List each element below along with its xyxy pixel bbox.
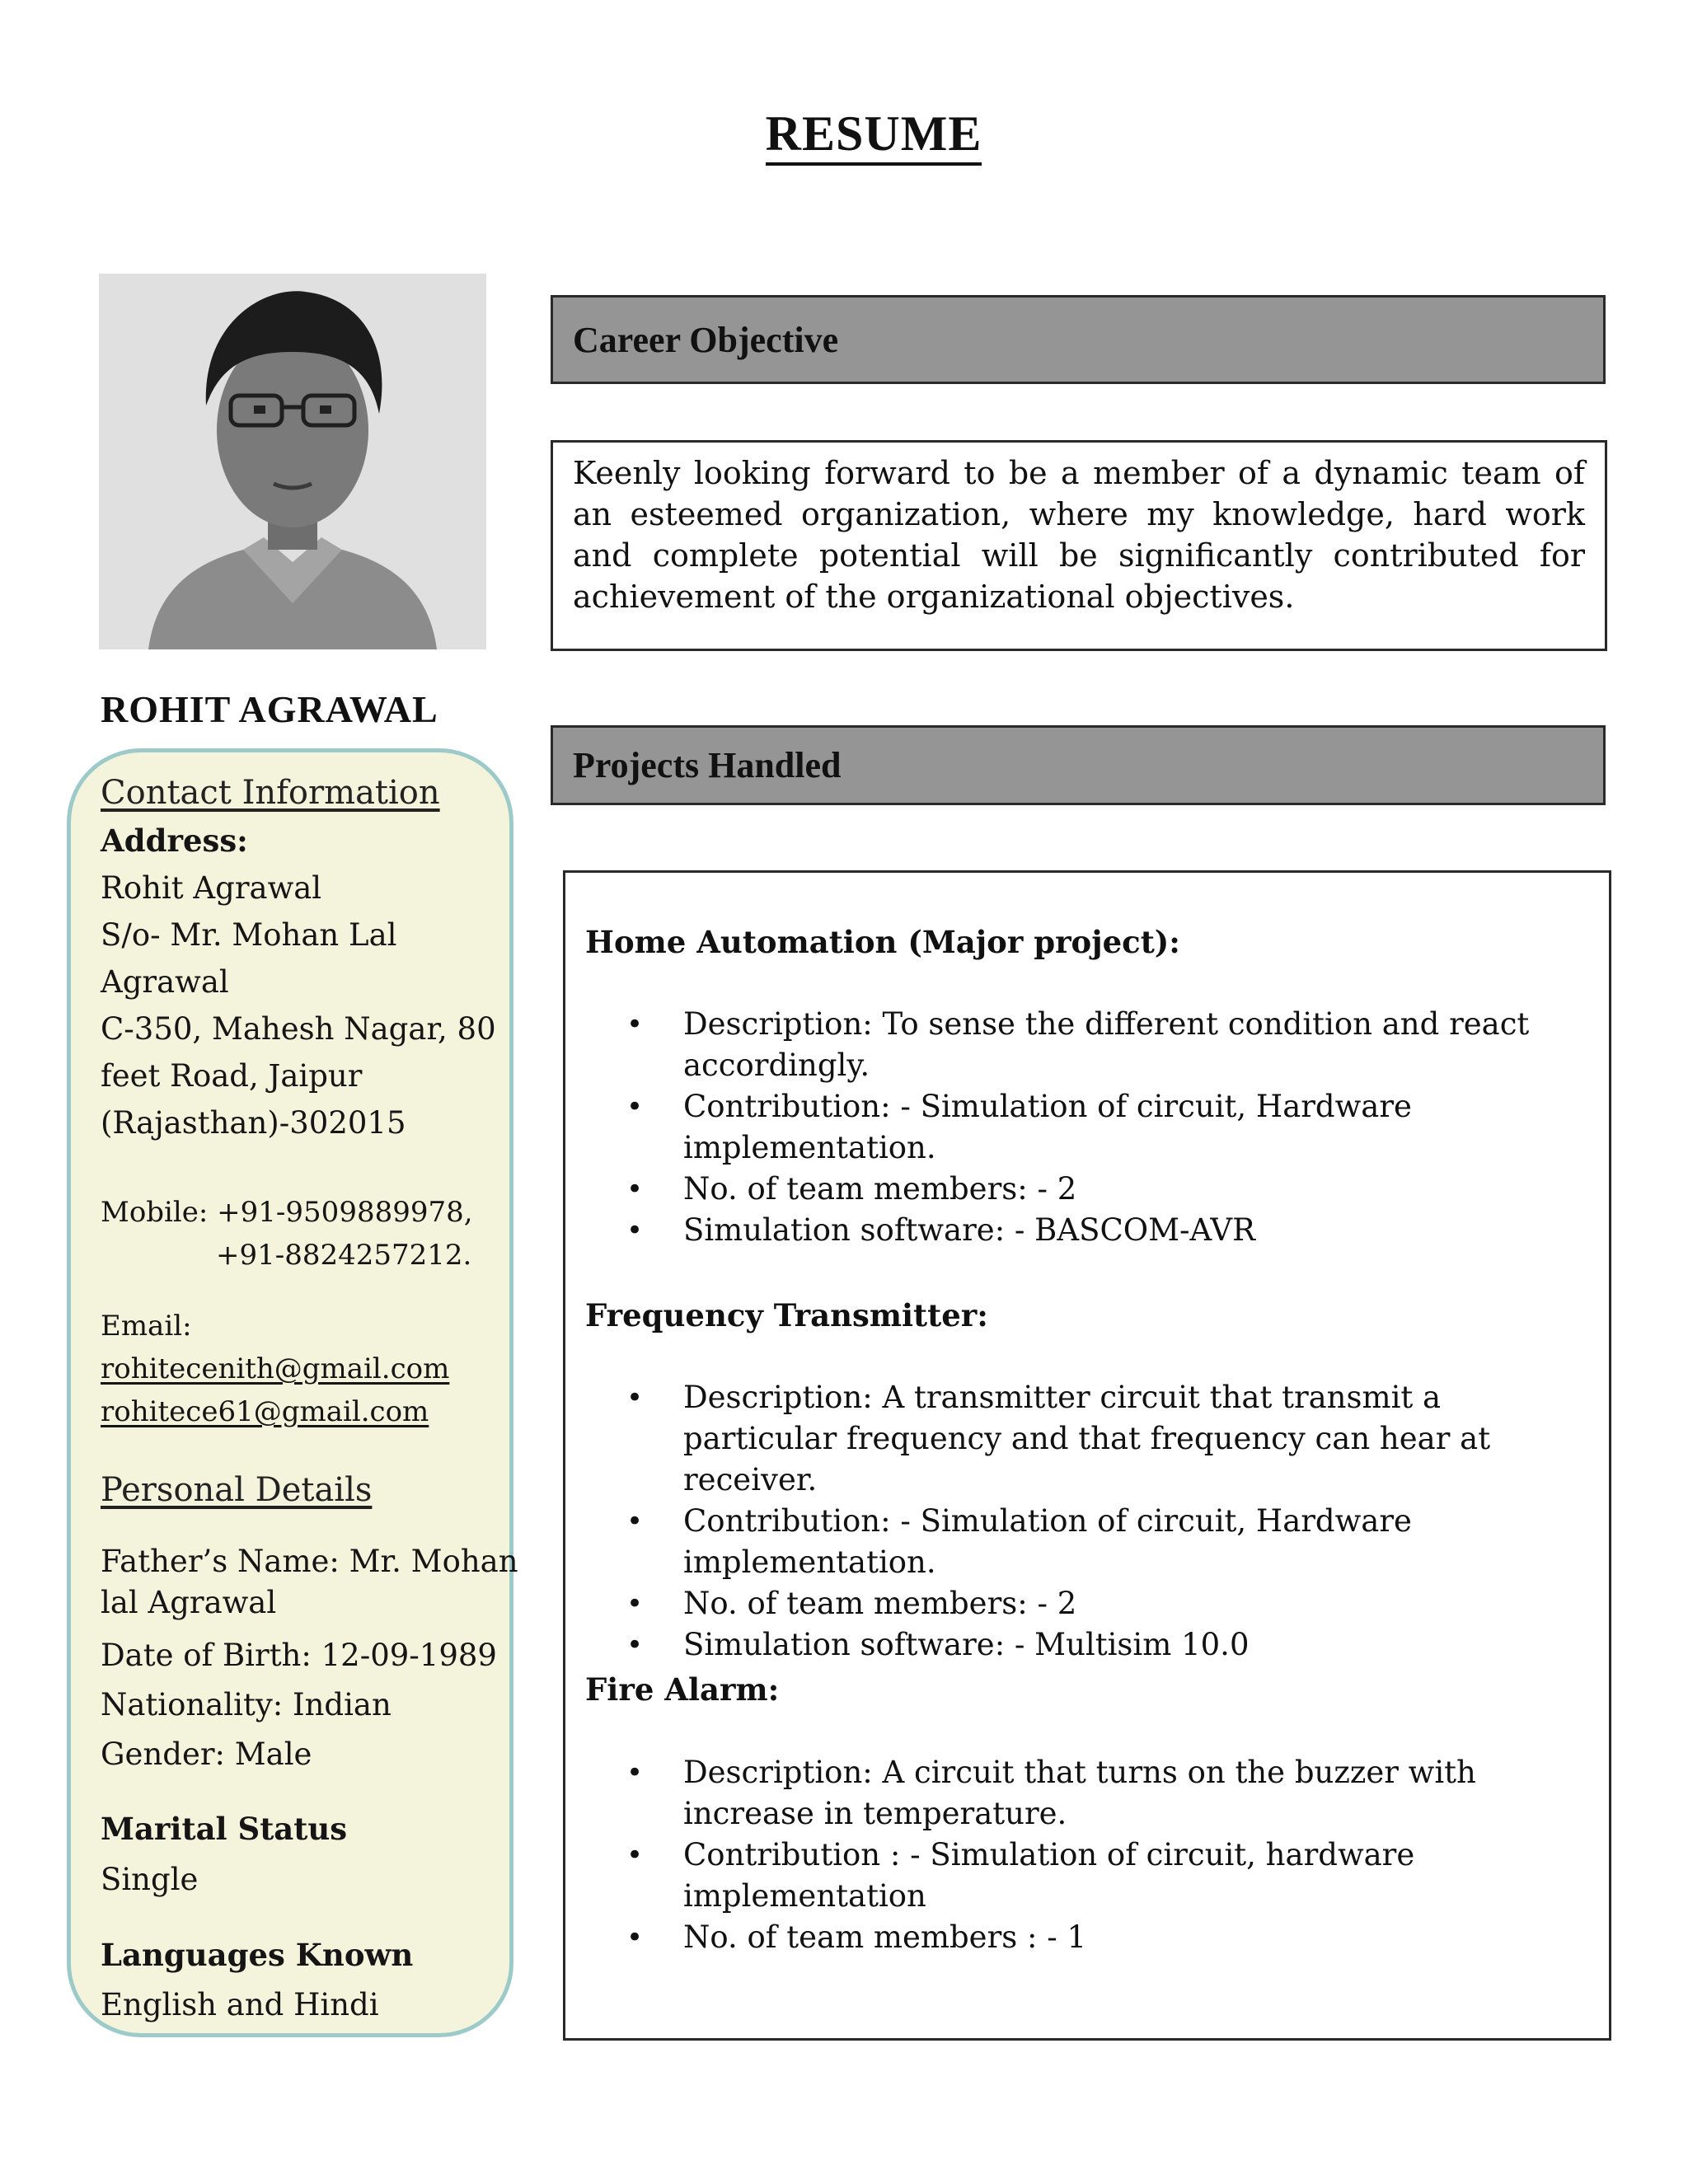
address-label: Address: bbox=[101, 823, 248, 859]
project-points bbox=[626, 1377, 1582, 1666]
list-item: • No. of team members : - 1 bbox=[626, 1917, 1582, 1958]
email-link[interactable]: rohitecenith@gmail.com bbox=[101, 1352, 450, 1385]
address-line: Agrawal bbox=[101, 964, 229, 1000]
list-item: • Contribution : - Simulation of circuit, hardware implementation bbox=[626, 1835, 1582, 1917]
address-line: Rohit Agrawal bbox=[101, 870, 322, 906]
project-title: Fire Alarm: bbox=[585, 1671, 780, 1708]
career-objective-heading: Career Objective bbox=[551, 295, 1606, 384]
list-item: • Contribution: - Simulation of circuit, Hardware implementation. bbox=[626, 1086, 1582, 1169]
address-line: C-350, Mahesh Nagar, 80 bbox=[101, 1011, 496, 1047]
page-title: RESUME bbox=[0, 105, 1688, 162]
personal-heading: Personal Details bbox=[101, 1471, 373, 1509]
project-points bbox=[626, 1752, 1582, 1958]
list-item: • Description: A circuit that turns on the buzzer with increase in temperature. bbox=[626, 1752, 1582, 1835]
list-item: • Simulation software: - BASCOM-AVR bbox=[626, 1210, 1582, 1251]
project-points bbox=[626, 1004, 1582, 1251]
father-name-cont: lal Agrawal bbox=[101, 1585, 277, 1620]
profile-photo bbox=[99, 274, 486, 649]
languages-value: English and Hindi bbox=[101, 1987, 379, 2022]
project-title: Home Automation (Major project): bbox=[585, 924, 1180, 960]
list-item: • Description: A transmitter circuit that transmit a particular frequency and that frequency can hear at receiver. bbox=[626, 1377, 1582, 1501]
list-item: • Simulation software: - Multisim 10.0 bbox=[626, 1624, 1582, 1666]
email-label: Email: bbox=[101, 1310, 192, 1343]
mobile-number: Mobile: +91-9509889978, bbox=[101, 1196, 473, 1229]
marital-status-value: Single bbox=[101, 1862, 199, 1897]
mobile-number-2: +91-8824257212. bbox=[216, 1239, 472, 1272]
address-line: feet Road, Jaipur bbox=[101, 1058, 363, 1094]
father-name: Father’s Name: Mr. Mohan bbox=[101, 1544, 518, 1579]
gender: Gender: Male bbox=[101, 1736, 312, 1772]
marital-status-label: Marital Status bbox=[101, 1811, 348, 1847]
list-item: • No. of team members: - 2 bbox=[626, 1169, 1582, 1210]
career-objective-text: Keenly looking forward to be a member of a dynamic team of an esteemed organization, where my knowledge, hard work and complete potential will be significantly contributed for achievement of the organizational objectives. bbox=[573, 455, 1585, 615]
projects-heading: Projects Handled bbox=[551, 725, 1606, 805]
nationality: Nationality: Indian bbox=[101, 1687, 392, 1722]
languages-label: Languages Known bbox=[101, 1937, 414, 1973]
email-link[interactable]: rohitece61@gmail.com bbox=[101, 1395, 429, 1428]
contact-heading: Contact Information bbox=[101, 774, 440, 812]
career-objective-box bbox=[551, 440, 1607, 651]
list-item: • Description: To sense the different condition and react accordingly. bbox=[626, 1004, 1582, 1086]
address-line: (Rajasthan)-302015 bbox=[101, 1105, 406, 1141]
candidate-name: ROHIT AGRAWAL bbox=[101, 688, 438, 730]
list-item: • No. of team members: - 2 bbox=[626, 1583, 1582, 1624]
list-item: • Contribution: - Simulation of circuit, Hardware implementation. bbox=[626, 1501, 1582, 1583]
address-line: S/o- Mr. Mohan Lal bbox=[101, 917, 397, 953]
date-of-birth: Date of Birth: 12-09-1989 bbox=[101, 1638, 497, 1673]
project-title: Frequency Transmitter: bbox=[585, 1297, 988, 1333]
